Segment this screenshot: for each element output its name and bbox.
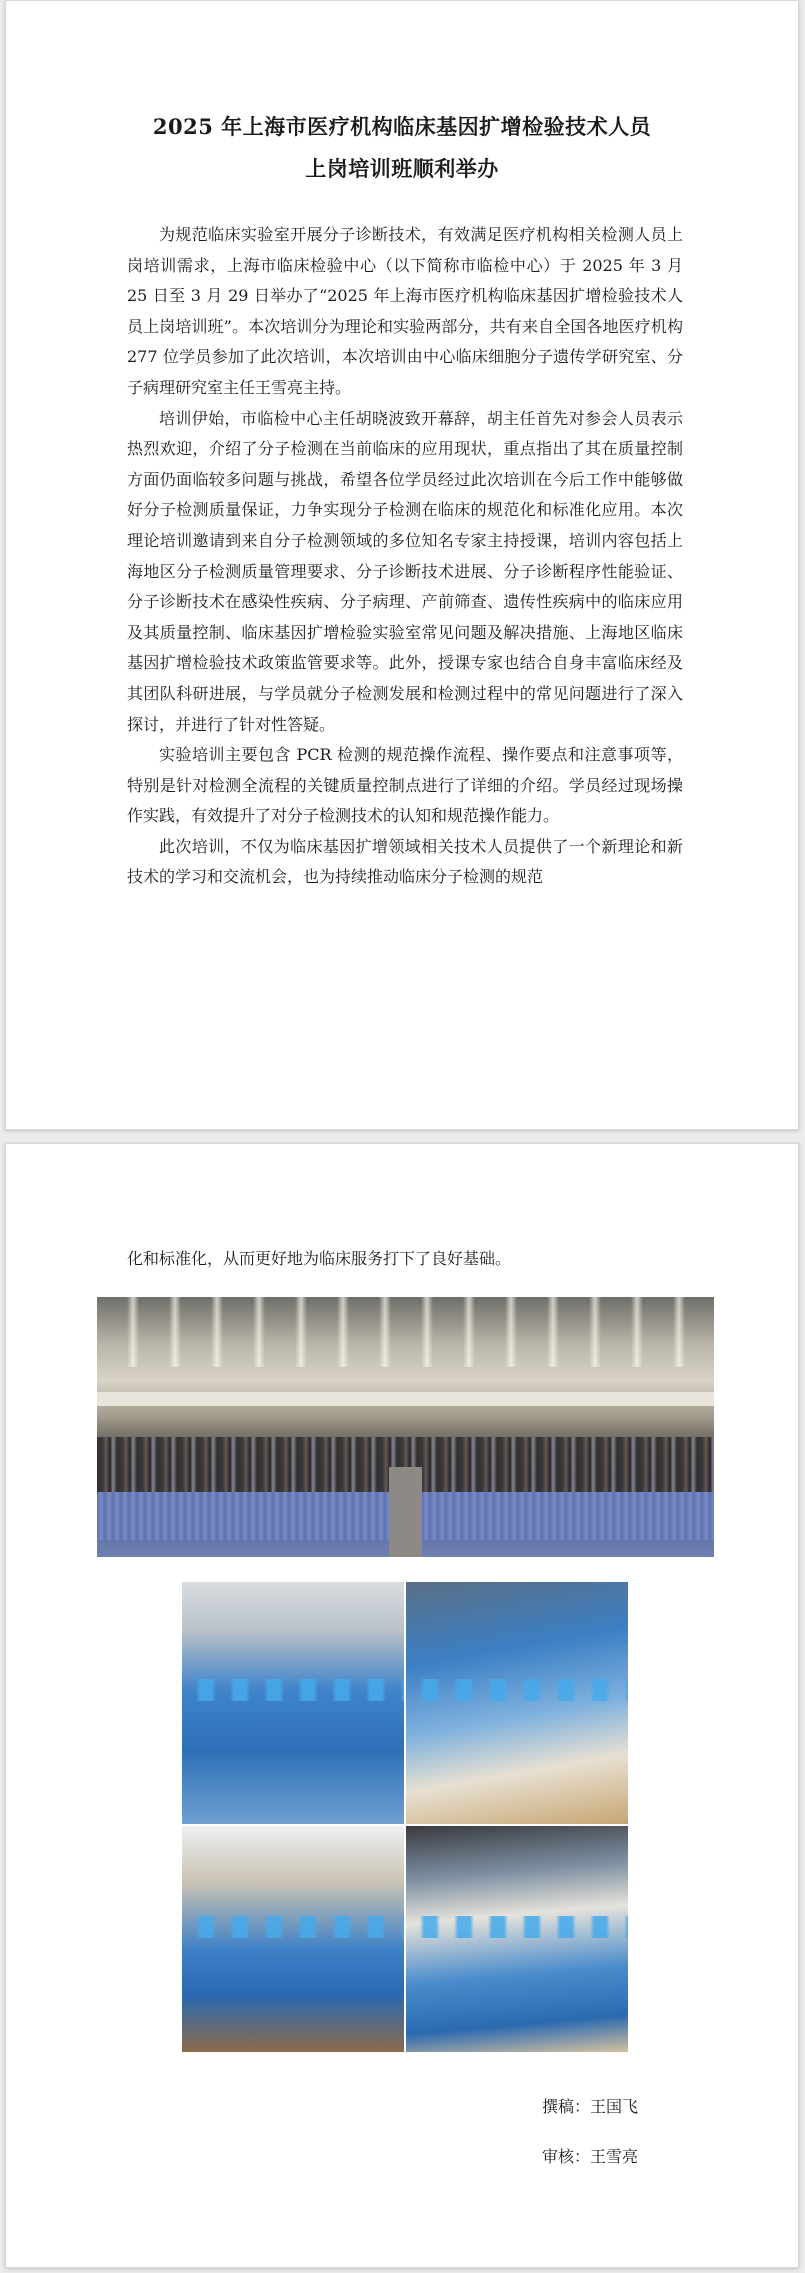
- paragraph-intro: 为规范临床实验室开展分子诊断技术，有效满足医疗机构相关检测人员上岗培训需求，上海市临床检验中心（以下简称市临检中心）于 2025 年 3 月 25 日至 3 月 29 日举办了“2025 年上海市医疗机构临床基因扩增检验技术人员上岗培训班”。本次培训分为理论和实验两部分，共有来自全国各地医疗机构 277 位学员参加了此次培训，本次培训由中心临床细胞分子遗传学研究室、分子病理研究室主任王雪亮主持。: [127, 225, 683, 397]
- reviewer-credit: 审核：王雪亮: [542, 2147, 639, 2166]
- center-aisle: [389, 1467, 422, 1557]
- blue-caps: [406, 1916, 628, 1938]
- paragraph-continuation: 化和标准化，从而更好地为临床服务打下了良好基础。: [127, 1249, 512, 1268]
- document-page-2: [5, 1143, 799, 2268]
- lab-training-photo-3: [182, 1826, 404, 2052]
- paragraph-opening: 培训伊始，市临检中心主任胡晓波致开幕辞，胡主任首先对参会人员表示热烈欢迎，介绍了分子检测在当前临床的应用现状，重点指出了其在质量控制方面仍面临较多问题与挑战，希望各位学员经过此次培训在今后工作中能够做好分子检测质量保证，力争实现分子检测在临床的规范化和标准化应用。本次理论培训邀请到来自分子检测领域的多位知名专家主持授课，培训内容包括上海地区分子检测质量管理要求、分子诊断技术进展、分子诊断程序性能验证、分子诊断技术在感染性疾病、分子病理、产前筛查、遗传性疾病中的临床应用及其质量控制、临床基因扩增检验实验室常见问题及解决措施、上海地区临床基因扩增检验技术政策监管要求等。此外，授课专家也结合自身丰富临床经及其团队科研进展，与学员就分子检测发展和检测过程中的常见问题进行了深入探讨，并进行了针对性答疑。: [127, 408, 683, 734]
- article-title-line-2: 上岗培训班顺利举办: [305, 156, 499, 181]
- article-title-line-1: 2025 年上海市医疗机构临床基因扩增检验技术人员: [152, 114, 652, 139]
- lecture-hall-photo: [97, 1297, 714, 1557]
- balcony-rail: [97, 1392, 714, 1406]
- lab-training-photo-4: [406, 1826, 628, 2052]
- table-cloth-right: [422, 1492, 714, 1540]
- article-body: [127, 220, 683, 893]
- paragraph-practical: 实验培训主要包含 PCR 检测的规范操作流程、操作要点和注意事项等，特别是针对检测全流程的关键质量控制点进行了详细的介绍。学员经过现场操作实践，有效提升了对分子检测技术的认知和规范操作能力。: [127, 745, 683, 826]
- chandelier-lights: [97, 1297, 714, 1367]
- blue-caps: [406, 1679, 628, 1701]
- lab-training-photo-2: [406, 1582, 628, 1824]
- blue-caps: [182, 1679, 404, 1701]
- blue-caps: [182, 1916, 404, 1938]
- author-credit: 撰稿：王国飞: [542, 2097, 639, 2116]
- lab-training-photo-1: [182, 1582, 404, 1824]
- paragraph-conclusion: 此次培训，不仅为临床基因扩增领域相关技术人员提供了一个新理论和新技术的学习和交流机会，也为持续推动临床分子检测的规范: [127, 836, 683, 887]
- document-page-1: [5, 0, 799, 1130]
- table-cloth-left: [97, 1492, 389, 1540]
